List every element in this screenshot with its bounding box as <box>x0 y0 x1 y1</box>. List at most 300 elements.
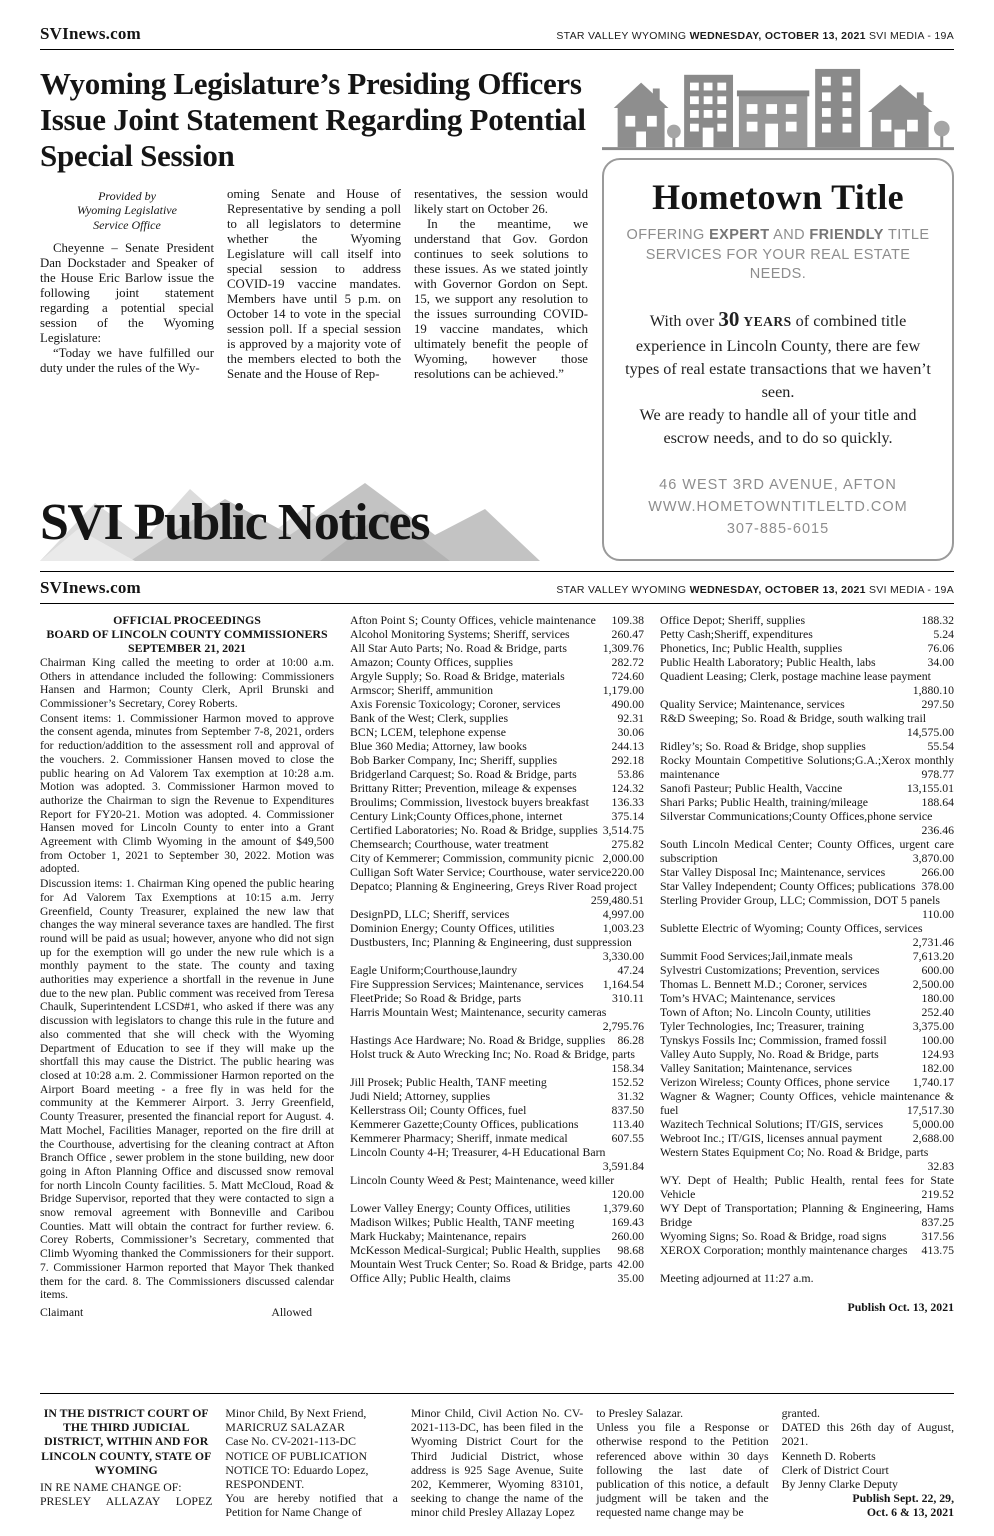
vendor-amount: 1,179.00 <box>602 682 644 697</box>
dateline-edition: SVI MEDIA - 19A <box>868 30 954 42</box>
vendor-amount: 110.00 <box>921 906 954 921</box>
article-column-1 <box>40 187 214 382</box>
vendor-amount: 260.47 <box>611 626 644 641</box>
vendor-entry <box>350 1075 644 1089</box>
court-in-re: IN RE NAME CHANGE OF: <box>40 1479 182 1494</box>
vendor-name: Petty Cash;Sheriff, expenditures <box>660 626 813 641</box>
vendor-amount: 724.60 <box>611 668 644 683</box>
vendor-name: BCN; LCEM, telephone expense <box>350 724 506 739</box>
vendor-name: Bank of the West; Clerk, supplies <box>350 710 509 725</box>
vendor-entry <box>350 1005 644 1033</box>
top-section <box>40 66 954 561</box>
vendor-entry <box>350 1131 644 1145</box>
vendor-name: XEROX Corporation; monthly maintenance charges <box>660 1242 908 1257</box>
vendor-amount: 259,480.51 <box>590 892 644 907</box>
vendor-name: Dominion Energy; County Offices, utilities <box>350 920 555 935</box>
vendor-name: Summit Food Services;Jail,inmate meals <box>660 948 853 963</box>
vendor-name: Tom’s HVAC; Maintenance, services <box>660 990 836 1005</box>
vendor-entry <box>350 1173 644 1201</box>
vendor-name: Lincoln County Weed & Pest; Maintenance, weed killer <box>350 1172 615 1187</box>
court-paragraph: DATED this 26th day of August, 2021. <box>781 1420 955 1449</box>
vendor-amount: 7,613.20 <box>912 948 954 963</box>
vendor-entry <box>350 1145 644 1173</box>
vendor-entry <box>660 1047 954 1061</box>
vendor-name: FleetPride; So Road & Bridge, parts <box>350 990 522 1005</box>
vendor-amount: 180.00 <box>921 990 954 1005</box>
vendor-name: Town of Afton; No. Lincoln County, utilities <box>660 1004 871 1019</box>
vendor-amount: 3,375.00 <box>912 1018 954 1033</box>
vendor-amount: 5,000.00 <box>912 1116 954 1131</box>
vendor-entry <box>660 1117 954 1131</box>
vendor-amount: 2,500.00 <box>912 976 954 991</box>
court-line: NOTICE TO: Eduardo Lopez, <box>225 1462 369 1477</box>
allowed-label: Allowed <box>271 1304 312 1319</box>
vendor-name: Lincoln County 4-H; Treasurer, 4-H Educational Barn <box>350 1144 606 1159</box>
article-headline: Wyoming Legislature’s Presiding Officers Issue Joint Statement Regarding Potential Special Session <box>40 66 586 173</box>
vendor-name: Bridgerland Carquest; So. Road & Bridge, parts <box>350 766 577 781</box>
vendor-amount: 188.32 <box>921 612 954 627</box>
court-line: Minor Child, By Next Friend, <box>225 1405 367 1420</box>
vendor-entry <box>660 1243 954 1257</box>
dateline-region: STAR VALLEY WYOMING <box>556 583 687 596</box>
vendor-name: Wazitech Technical Solutions; IT/GIS, services <box>660 1116 884 1131</box>
ad-tagline <box>622 226 934 285</box>
vendor-amount: 375.14 <box>611 808 644 823</box>
dateline-edition: SVI MEDIA - 19A <box>868 583 954 596</box>
court-deputy: By Jenny Clarke Deputy <box>781 1476 898 1491</box>
vendor-entry <box>350 683 644 697</box>
vendor-name: Judi Nield; Attorney, supplies <box>350 1088 491 1103</box>
vendor-name: Valley Auto Supply, No. Road & Bridge, parts <box>660 1046 879 1061</box>
court-line: to Presley Salazar. <box>596 1405 684 1420</box>
vendor-amount: 31.32 <box>617 1088 644 1103</box>
vendor-name: Public Health Laboratory; Public Health, labs <box>660 654 876 669</box>
proceedings-paragraph: Consent items: 1. Commissioner Harmon moved to approve the consent agenda, minutes from September 7-8, 2021, orders for reduction/addition to the assessment roll and approval of the vouchers. 2. Commissioner Hansen moved to close the public hearing on Ad Valorem Tax exemption at 10:28 a.m. Motion was adopted. 3. Commissioner Harmon moved to authorize the Chairman to sign the Revenue to Expenditures Report for FY20-21. Motion was adopted. 4. Commissioner Hansen moved for Lincoln County to enter into a Grant Agreement with Climb Wyoming in the amount of $49,500 from October 1, 2021 to September 30, 2022. Motion was adopted. <box>40 711 334 876</box>
vendor-amount: 607.55 <box>611 1130 644 1145</box>
vendor-name: Amazon; County Offices, supplies <box>350 654 513 669</box>
vendor-amount: 42.00 <box>617 1256 644 1271</box>
vendor-name: Thomas L. Bennett M.D.; Coroner, services <box>660 976 867 991</box>
vendor-entry <box>350 795 644 809</box>
article-paragraph: Cheyenne – Senate President Dan Dockstader and Speaker of the House Eric Barlow issue the following joint statement regarding a potential special session of the Wyoming Legislature: <box>40 241 214 346</box>
vendor-amount: 188.64 <box>921 794 954 809</box>
vendor-entry <box>350 1201 644 1215</box>
vendor-name: Verizon Wireless; County Offices, phone service <box>660 1074 890 1089</box>
vendor-name: Shari Parks; Public Health, training/mileage <box>660 794 869 809</box>
vendor-name: Kemmerer Gazette;County Offices, publications <box>350 1116 579 1131</box>
proceedings-date: SEPTEMBER 21, 2021 <box>128 640 246 655</box>
vendor-amount: 600.00 <box>921 962 954 977</box>
vendor-name: All Star Auto Parts; No. Road & Bridge, parts <box>350 640 567 655</box>
vendor-entry <box>660 1089 954 1117</box>
vendor-amount: 86.28 <box>617 1032 644 1047</box>
vendor-name: Kemmerer Pharmacy; Sheriff, inmate medical <box>350 1130 568 1145</box>
court-paragraph: You are hereby notified that a Petition for Name Change of <box>225 1491 398 1520</box>
vendor-name: Sanofi Pasteur; Public Health, Vaccine <box>660 780 843 795</box>
proceedings-title: OFFICIAL PROCEEDINGS <box>113 612 261 627</box>
vendor-entry <box>350 697 644 711</box>
vendor-entry <box>660 1061 954 1075</box>
top-masthead <box>40 24 954 50</box>
vendor-list-column-1 <box>350 613 644 1385</box>
hometown-title-ad <box>602 66 954 561</box>
vendor-entry <box>350 753 644 767</box>
vendor-name: Blue 360 Media; Attorney, law books <box>350 738 527 753</box>
ad-tagline-bold: EXPERT <box>709 227 770 243</box>
houses-illustration <box>602 66 954 154</box>
court-child-name: PRESLEY ALLAZAY LOPEZ <box>40 1494 213 1509</box>
vendor-amount: 220.00 <box>611 864 644 879</box>
vendor-amount: 30.06 <box>617 724 644 739</box>
vendor-entry <box>350 781 644 795</box>
vendor-entry <box>350 837 644 851</box>
proceedings-paragraph: Chairman King called the meeting to order at 10:00 a.m. Others in attendance included the following: Commissioners Hansen and Harmon; County Clerk, April Brunski and Commissioner’s Secretary, Corey Roberts. <box>40 655 334 711</box>
vendor-name: Silverstar Communications;County Offices,phone service <box>660 808 933 823</box>
vendor-entry <box>660 1131 954 1145</box>
vendor-amount: 92.31 <box>617 710 644 725</box>
vendor-entry <box>660 795 954 809</box>
vendor-name: City of Kemmerer; Commission, community picnic <box>350 850 594 865</box>
vendor-entry <box>350 1271 644 1285</box>
vendor-entry <box>350 641 644 655</box>
vendor-name: Tyler Technologies, Inc; Treasurer, training <box>660 1018 865 1033</box>
claimant-allowed-row <box>40 1305 334 1320</box>
publish-line: Publish Oct. 13, 2021 <box>847 1299 954 1314</box>
ad-body-copy <box>622 305 934 450</box>
public-notices-title: SVI Public Notices <box>40 493 429 551</box>
vendor-amount: 98.68 <box>617 1242 644 1257</box>
court-column-1 <box>40 1406 212 1520</box>
vendor-entry <box>660 837 954 865</box>
vendor-name: McKesson Medical-Surgical; Public Health, supplies <box>350 1242 601 1257</box>
vendor-name: Lower Valley Energy; County Offices, utilities <box>350 1200 571 1215</box>
court-publish-line: Oct. 6 & 13, 2021 <box>866 1505 955 1520</box>
dateline <box>556 30 954 42</box>
vendor-name: Office Ally; Public Health, claims <box>350 1270 511 1285</box>
vendor-entry <box>660 879 954 893</box>
dateline <box>556 584 954 596</box>
vendor-name: Depatco; Planning & Engineering, Greys River Road project <box>350 878 637 893</box>
vendor-list-column-2 <box>660 613 954 1385</box>
vendor-name: Certified Laboratories; No. Road & Bridge, supplies <box>350 822 598 837</box>
dateline-date: WEDNESDAY, OCTOBER 13, 2021 <box>689 30 866 42</box>
vendor-name: Axis Forensic Toxicology; Coroner, services <box>350 696 561 711</box>
vendor-entry <box>350 1257 644 1271</box>
vendor-name: Harris Mountain West; Maintenance, security cameras <box>350 1004 607 1019</box>
vendor-amount: 100.00 <box>921 1032 954 1047</box>
meeting-adjourned-line: Meeting adjourned at 11:27 a.m. <box>660 1270 814 1285</box>
vendor-amount: 182.00 <box>921 1060 954 1075</box>
vendor-name: Armscor; Sheriff, ammunition <box>350 682 493 697</box>
article-paragraph: In the meantime, we understand that Gov. Gordon continues to seek solutions to these issues. As we stated jointly with Governor Gordon on Sept. 15, we support any resolution to the issues surrounding COVID-19 vaccine mandates, which ultimately benefit the people of Wyoming, however those resolutions can be achieved.” <box>414 216 588 381</box>
vendor-entry <box>350 963 644 977</box>
ad-body-line: With over 30 YEARS of combined title experience in Lincoln County, there are few types of real estate transactions that we haven’t seen. <box>625 306 931 401</box>
vendor-amount: 1,880.10 <box>912 682 954 697</box>
vendor-amount: 17,517.30 <box>906 1102 954 1117</box>
article-paragraph: “Today we have fulfilled our duty under the rules of the Wy- <box>40 346 214 376</box>
vendor-amount: 297.50 <box>921 696 954 711</box>
vendor-entry <box>350 767 644 781</box>
vendor-entry <box>660 641 954 655</box>
vendor-amount: 3,330.00 <box>602 948 644 963</box>
dateline-region: STAR VALLEY WYOMING <box>556 30 687 42</box>
court-clerk-name: Kenneth D. Roberts <box>781 1448 876 1463</box>
proceedings-subtitle: BOARD OF LINCOLN COUNTY COMMISSIONERS <box>46 626 328 641</box>
vendor-amount: 219.52 <box>921 1186 954 1201</box>
court-paragraph: Unless you file a Response or otherwise respond to the Petition referenced above within 30 days following the last date of publication of this notice, a default judgment will be taken and the requested name change may be <box>596 1420 769 1520</box>
vendor-name: DesignPD, LLC; Sheriff, services <box>350 906 510 921</box>
vendor-amount: 1,379.60 <box>602 1200 644 1215</box>
article-byline <box>40 189 214 233</box>
vendor-amount: 837.25 <box>921 1214 954 1229</box>
vendor-entry <box>350 1033 644 1047</box>
district-court-notice <box>40 1393 954 1520</box>
vendor-amount: 53.86 <box>617 766 644 781</box>
vendor-name: Madison Wilkes; Public Health, TANF meeting <box>350 1214 575 1229</box>
court-line: MARICRUZ SALAZAR <box>225 1420 346 1435</box>
vendor-name: Kellerstrass Oil; County Offices, fuel <box>350 1102 527 1117</box>
dateline-date: WEDNESDAY, OCTOBER 13, 2021 <box>689 583 866 596</box>
vendor-amount: 2,731.46 <box>912 934 954 949</box>
vendor-entry <box>350 1047 644 1075</box>
vendor-entry <box>660 893 954 921</box>
proceedings-text <box>40 656 334 1302</box>
vendor-name: Argyle Supply; So. Road & Bridge, materials <box>350 668 565 683</box>
vendor-amount: 34.00 <box>927 654 954 669</box>
brand-svinews: SVInews.com <box>40 577 141 597</box>
vendor-amount: 378.00 <box>921 878 954 893</box>
vendor-amount: 837.50 <box>611 1102 644 1117</box>
vendor-entry <box>660 627 954 641</box>
ad-body-line: We are ready to handle all of your title and escrow needs, and to do so quickly. <box>639 405 917 447</box>
vendor-name: Sylvestri Customizations; Prevention, services <box>660 962 880 977</box>
lead-article-area <box>40 66 588 561</box>
vendor-amount: 5.24 <box>933 626 954 641</box>
vendor-amount: 490.00 <box>611 696 644 711</box>
vendor-name: Afton Point S; County Offices, vehicle maintenance <box>350 612 596 627</box>
article-column-2 <box>227 187 401 382</box>
ad-title: Hometown Title <box>652 177 904 217</box>
vendor-name: Wagner & Wagner; County Offices, vehicle maintenance & fuel <box>660 1088 954 1117</box>
vendor-entry <box>350 865 644 879</box>
vendor-amount: 113.40 <box>611 1116 644 1131</box>
court-line: Case No. CV-2021-113-DC <box>225 1434 356 1449</box>
vendor-amount: 152.52 <box>611 1074 644 1089</box>
court-column-5 <box>782 1406 954 1520</box>
vendor-name: Broulims; Commission, livestock buyers breakfast <box>350 794 589 809</box>
vendor-entry <box>660 977 954 991</box>
vendor-amount: 120.00 <box>611 1186 644 1201</box>
vendor-amount: 47.24 <box>617 962 644 977</box>
vendor-name: Sterling Provider Group, LLC; Commission, DOT 5 panels <box>660 892 940 907</box>
vendor-name: Holst truck & Auto Wrecking Inc; No. Road & Bridge, parts <box>350 1046 636 1061</box>
vendor-entry <box>350 655 644 669</box>
vendor-name: Phonetics, Inc; Public Health, supplies <box>660 640 843 655</box>
vendor-entry <box>660 697 954 711</box>
ad-website: WWW.HOMETOWNTITLELTD.COM <box>648 498 908 515</box>
ad-tagline-bold: FRIENDLY <box>809 227 884 243</box>
vendor-entry <box>660 753 954 781</box>
public-notices-body <box>40 613 954 1385</box>
ad-border-box <box>602 158 954 561</box>
vendor-entry <box>660 739 954 753</box>
brand-svinews: SVInews.com <box>40 24 141 43</box>
vendor-amount: 3,514.75 <box>602 822 644 837</box>
article-columns <box>40 187 588 382</box>
vendor-entry <box>660 1145 954 1173</box>
vendor-name: Bob Barker Company, Inc; Sheriff, supplies <box>350 752 558 767</box>
vendor-entry <box>350 1089 644 1103</box>
ad-tagline-text: AND <box>773 227 805 243</box>
vendor-name: Sublette Electric of Wyoming; County Offices, services <box>660 920 923 935</box>
vendor-name: Tynskys Fossils Inc; Commission, framed fossil <box>660 1032 887 1047</box>
vendor-entry <box>660 1173 954 1201</box>
vendor-amount: 14,575.00 <box>906 724 954 739</box>
vendor-entry <box>660 949 954 963</box>
vendor-name: R&D Sweeping; So. Road & Bridge, south walking trail <box>660 710 927 725</box>
vendor-entry <box>350 823 644 837</box>
vendor-name: WY Dept of Transportation; Planning & Engineering, Hams Bridge <box>660 1200 954 1229</box>
court-paragraph: Minor Child, Civil Action No. CV-2021-113-DC, has been filed in the Wyoming District Court for the Third Judicial District, whose address is 925 Sage Avenue, Suite 202, Kemmerer, Wyoming 83101, seeking to change the name of the minor child Presley Allazay Lopez <box>410 1405 584 1520</box>
vendor-name: Mountain West Truck Center; So. Road & Bridge, parts <box>350 1256 613 1271</box>
vendor-entry <box>660 809 954 837</box>
vendor-entry <box>350 935 644 963</box>
vendor-name: Ridley’s; So. Road & Bridge, shop supplies <box>660 738 866 753</box>
court-line: RESPONDENT. <box>225 1476 305 1491</box>
vendor-name: Webroot Inc.; IT/GIS, licenses annual payment <box>660 1130 883 1145</box>
vendor-amount: 124.32 <box>611 780 644 795</box>
vendor-entry <box>660 865 954 879</box>
vendor-entry <box>660 1019 954 1033</box>
vendor-amount: 310.11 <box>611 990 644 1005</box>
proceedings-column <box>40 613 334 1385</box>
ad-address: 46 WEST 3RD AVENUE, AFTON <box>659 476 897 493</box>
vendor-amount: 32.83 <box>927 1158 954 1173</box>
vendor-name: Quadient Leasing; Clerk, postage machine lease payment <box>660 668 931 683</box>
vendor-name: Rocky Mountain Competitive Solutions;G.A.;Xerox monthly maintenance <box>660 752 954 781</box>
court-line: granted. <box>781 1405 820 1420</box>
vendor-amount: 158.34 <box>611 1060 644 1075</box>
court-column-3 <box>411 1406 583 1520</box>
vendor-entry <box>660 1033 954 1047</box>
ad-tagline-text: OFFERING <box>626 227 705 243</box>
vendor-name: Star Valley Independent; County Offices; publications <box>660 878 916 893</box>
byline-line: Service Office <box>93 217 161 232</box>
vendor-entry <box>350 1215 644 1229</box>
vendor-entry <box>660 1229 954 1243</box>
vendor-amount: 292.18 <box>611 752 644 767</box>
vendor-entry <box>350 879 644 907</box>
vendor-entry <box>350 907 644 921</box>
vendor-amount: 35.00 <box>617 1270 644 1285</box>
vendor-list <box>660 613 954 1257</box>
vendor-name: South Lincoln Medical Center; County Offices, urgent care subscription <box>660 836 954 865</box>
vendor-name: Brittany Ritter; Prevention, mileage & expenses <box>350 780 577 795</box>
vendor-entry <box>660 781 954 795</box>
article-paragraph: oming Senate and House of Representative by sending a poll to all legislators to determine whether the Wyoming Legislature will call itself into special session to address COVID-19 vaccine mandates. Members have until 5 p.m. on October 14 to vote in the special session poll. If a special session is approved by a majority vote of the members elected to both the Senate and the House of Rep- <box>227 186 401 381</box>
vendor-name: Office Depot; Sheriff, supplies <box>660 612 806 627</box>
vendor-name: Valley Sanitation; Maintenance, services <box>660 1060 852 1075</box>
vendor-amount: 4,997.00 <box>602 906 644 921</box>
vendor-amount: 1,740.17 <box>912 1074 954 1089</box>
vendor-amount: 266.00 <box>921 864 954 879</box>
vendor-amount: 236.46 <box>921 822 954 837</box>
vendor-name: Quality Service; Maintenance, services <box>660 696 845 711</box>
vendor-amount: 2,795.76 <box>602 1018 644 1033</box>
vendor-amount: 13,155.01 <box>906 780 954 795</box>
vendor-amount: 1,003.23 <box>602 920 644 935</box>
vendor-name: Chemsearch; Courthouse, water treatment <box>350 836 549 851</box>
vendor-amount: 2,688.00 <box>912 1130 954 1145</box>
vendor-entry <box>660 711 954 739</box>
vendor-entry <box>660 655 954 669</box>
proceedings-paragraph: Discussion items: 1. Chairman King opened the public hearing for Ad Valorem Tax Exemptions at 10:15 a.m. Jerry Greenfield, County Treasurer, explained the new law that changes the way mineral severance taxes are handled. The first round will be paid as usual; however, anyone who did not sign up for the exemption will go under the new rule which is a monthly payment to the state. The county and taxing authorities may experience a shortfall in the revenue in June due to the new plan. Public comment was received from Teresa Chaulk, Superintendent LCSD#1, who asked if there was any discussion with legislators to change this rule in the future and also commented that she will check with the Wyoming Department of Education to see if they will make up the shortfall this may cause the District. The public hearing was closed at 10:28 a.m. 2. Commissioner Harmon reported on the Airport Board meeting - a free fly in was held for the community at the Kemmerer Airport. 3. Jerry Greenfield, County Treasurer, presented the financial report for August. 4. Matt Mochel, Facilities Manager, reported on the fire drill at the Courthouse, advertising for the cleaning contract at Afton Branch Office , sewer problem in the stone building, new door going in Afton Planning Office and discussed snow removal for north Lincoln County facilities. 5. Matt McCloud, Road & Bridge Supervisor, reported that they were contacted to sign a snow removal agreement with Bonneville and Caribou Counties. Matt will obtain the contract for further review. 6. Corey Roberts, Commissioner’s Secretary, commented that Climb Wyoming thanked the Commissioners for their support. 7. Commissioner Harmon reported that Mayor Thek thanked them for the card. 8. The Commissioners discussed calendar items. <box>40 877 334 1302</box>
vendor-amount: 282.72 <box>611 654 644 669</box>
vendor-entry <box>660 1005 954 1019</box>
vendor-entry <box>350 711 644 725</box>
vendor-amount: 55.54 <box>927 738 954 753</box>
vendor-amount: 124.93 <box>921 1046 954 1061</box>
ad-years: YEARS <box>743 313 792 329</box>
vendor-name: Dustbusters, Inc; Planning & Engineering, dust suppression <box>350 934 632 949</box>
vendor-amount: 978.77 <box>921 766 954 781</box>
ad-phone: 307-885-6015 <box>726 521 830 538</box>
vendor-name: Hastings Ace Hardware; No. Road & Bridge, supplies <box>350 1032 606 1047</box>
vendor-name: Alcohol Monitoring Systems; Sheriff, services <box>350 626 570 641</box>
vendor-entry <box>350 739 644 753</box>
vendor-amount: 76.06 <box>927 640 954 655</box>
court-line: NOTICE OF PUBLICATION <box>225 1448 367 1463</box>
vendor-entry <box>350 921 644 935</box>
vendor-amount: 2,000.00 <box>602 850 644 865</box>
vendor-entry <box>350 1103 644 1117</box>
vendor-entry <box>350 1243 644 1257</box>
vendor-amount: 252.40 <box>921 1004 954 1019</box>
vendor-amount: 109.38 <box>611 612 644 627</box>
vendor-entry <box>350 977 644 991</box>
vendor-entry <box>350 613 644 627</box>
vendor-amount: 136.33 <box>611 794 644 809</box>
vendor-entry <box>660 1075 954 1089</box>
vendor-amount: 1,309.76 <box>602 640 644 655</box>
article-column-3 <box>414 187 588 382</box>
vendor-name: Star Valley Disposal Inc; Maintenance, services <box>660 864 886 879</box>
vendor-name: Jill Prosek; Public Health, TANF meeting <box>350 1074 547 1089</box>
court-lines <box>225 1406 397 1491</box>
vendor-entry <box>350 725 644 739</box>
vendor-entry <box>660 613 954 627</box>
public-notices-masthead <box>40 477 588 561</box>
vendor-entry <box>350 1229 644 1243</box>
vendor-entry <box>350 669 644 683</box>
vendor-entry <box>660 1201 954 1229</box>
vendor-amount: 1,164.54 <box>602 976 644 991</box>
vendor-entry <box>350 991 644 1005</box>
vendor-entry <box>660 991 954 1005</box>
vendor-name: WY. Dept of Health; Public Health, rental fees for State Vehicle <box>660 1172 954 1201</box>
vendor-amount: 260.00 <box>611 1228 644 1243</box>
vendor-amount: 3,870.00 <box>912 850 954 865</box>
ad-30: 30 <box>718 306 740 331</box>
vendor-name: Fire Suppression Services; Maintenance, services <box>350 976 584 991</box>
byline-line: Provided by <box>98 188 156 203</box>
vendor-entry <box>350 809 644 823</box>
vendor-amount: 244.13 <box>611 738 644 753</box>
ad-tagline-text: TITLE SERVICES FOR YOUR REAL ESTATE NEEDS. <box>645 227 930 283</box>
ad-contact-block <box>622 474 934 541</box>
court-column-4 <box>596 1406 768 1520</box>
court-heading: IN THE DISTRICT COURT OF THE THIRD JUDICIAL DISTRICT, WITHIN AND FOR LINCOLN COUNTY, STATE OF WYOMING <box>41 1405 212 1477</box>
